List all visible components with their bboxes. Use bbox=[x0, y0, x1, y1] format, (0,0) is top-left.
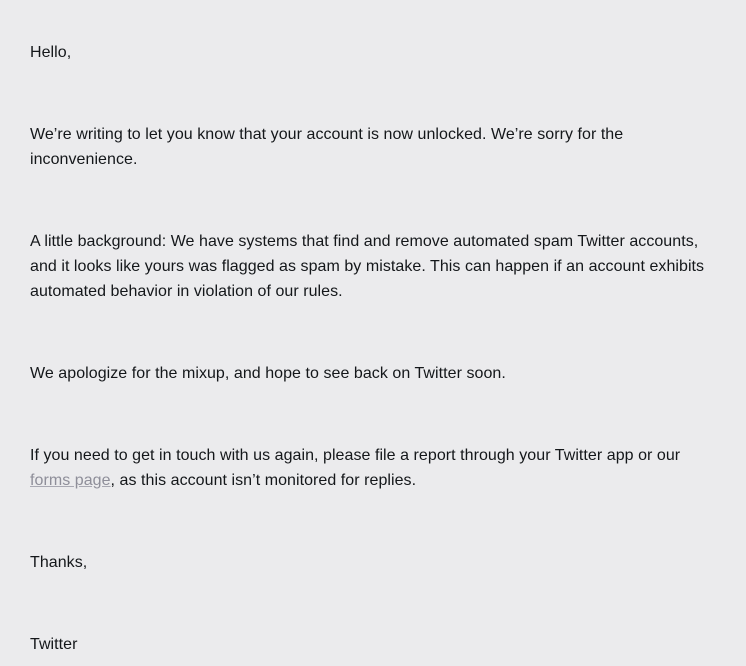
greeting-text: Hello, bbox=[30, 44, 72, 61]
unlock-notice-paragraph: We’re writing to let you know that your account is now unlocked. We’re sorry for the inconvenience. bbox=[30, 126, 624, 168]
contact-text-before-link: If you need to get in touch with us again, please file a report through your Twitter app or our bbox=[30, 447, 681, 464]
contact-text-after-link: , as this account isn’t monitored for replies. bbox=[110, 472, 417, 489]
apology-paragraph: We apologize for the mixup, and hope to see back on Twitter soon. bbox=[30, 365, 506, 382]
closing-text: Thanks, bbox=[30, 554, 88, 571]
forms-page-link[interactable]: forms page bbox=[30, 472, 111, 489]
signature-text: Twitter bbox=[30, 636, 78, 653]
contact-paragraph bbox=[30, 443, 720, 493]
background-paragraph: A little background: We have systems that find and remove automated spam Twitter accounts, and it looks like yours was flagged as spam by mistake. This can happen if an account exhibits automated behavior in violation of our rules. bbox=[30, 233, 705, 300]
